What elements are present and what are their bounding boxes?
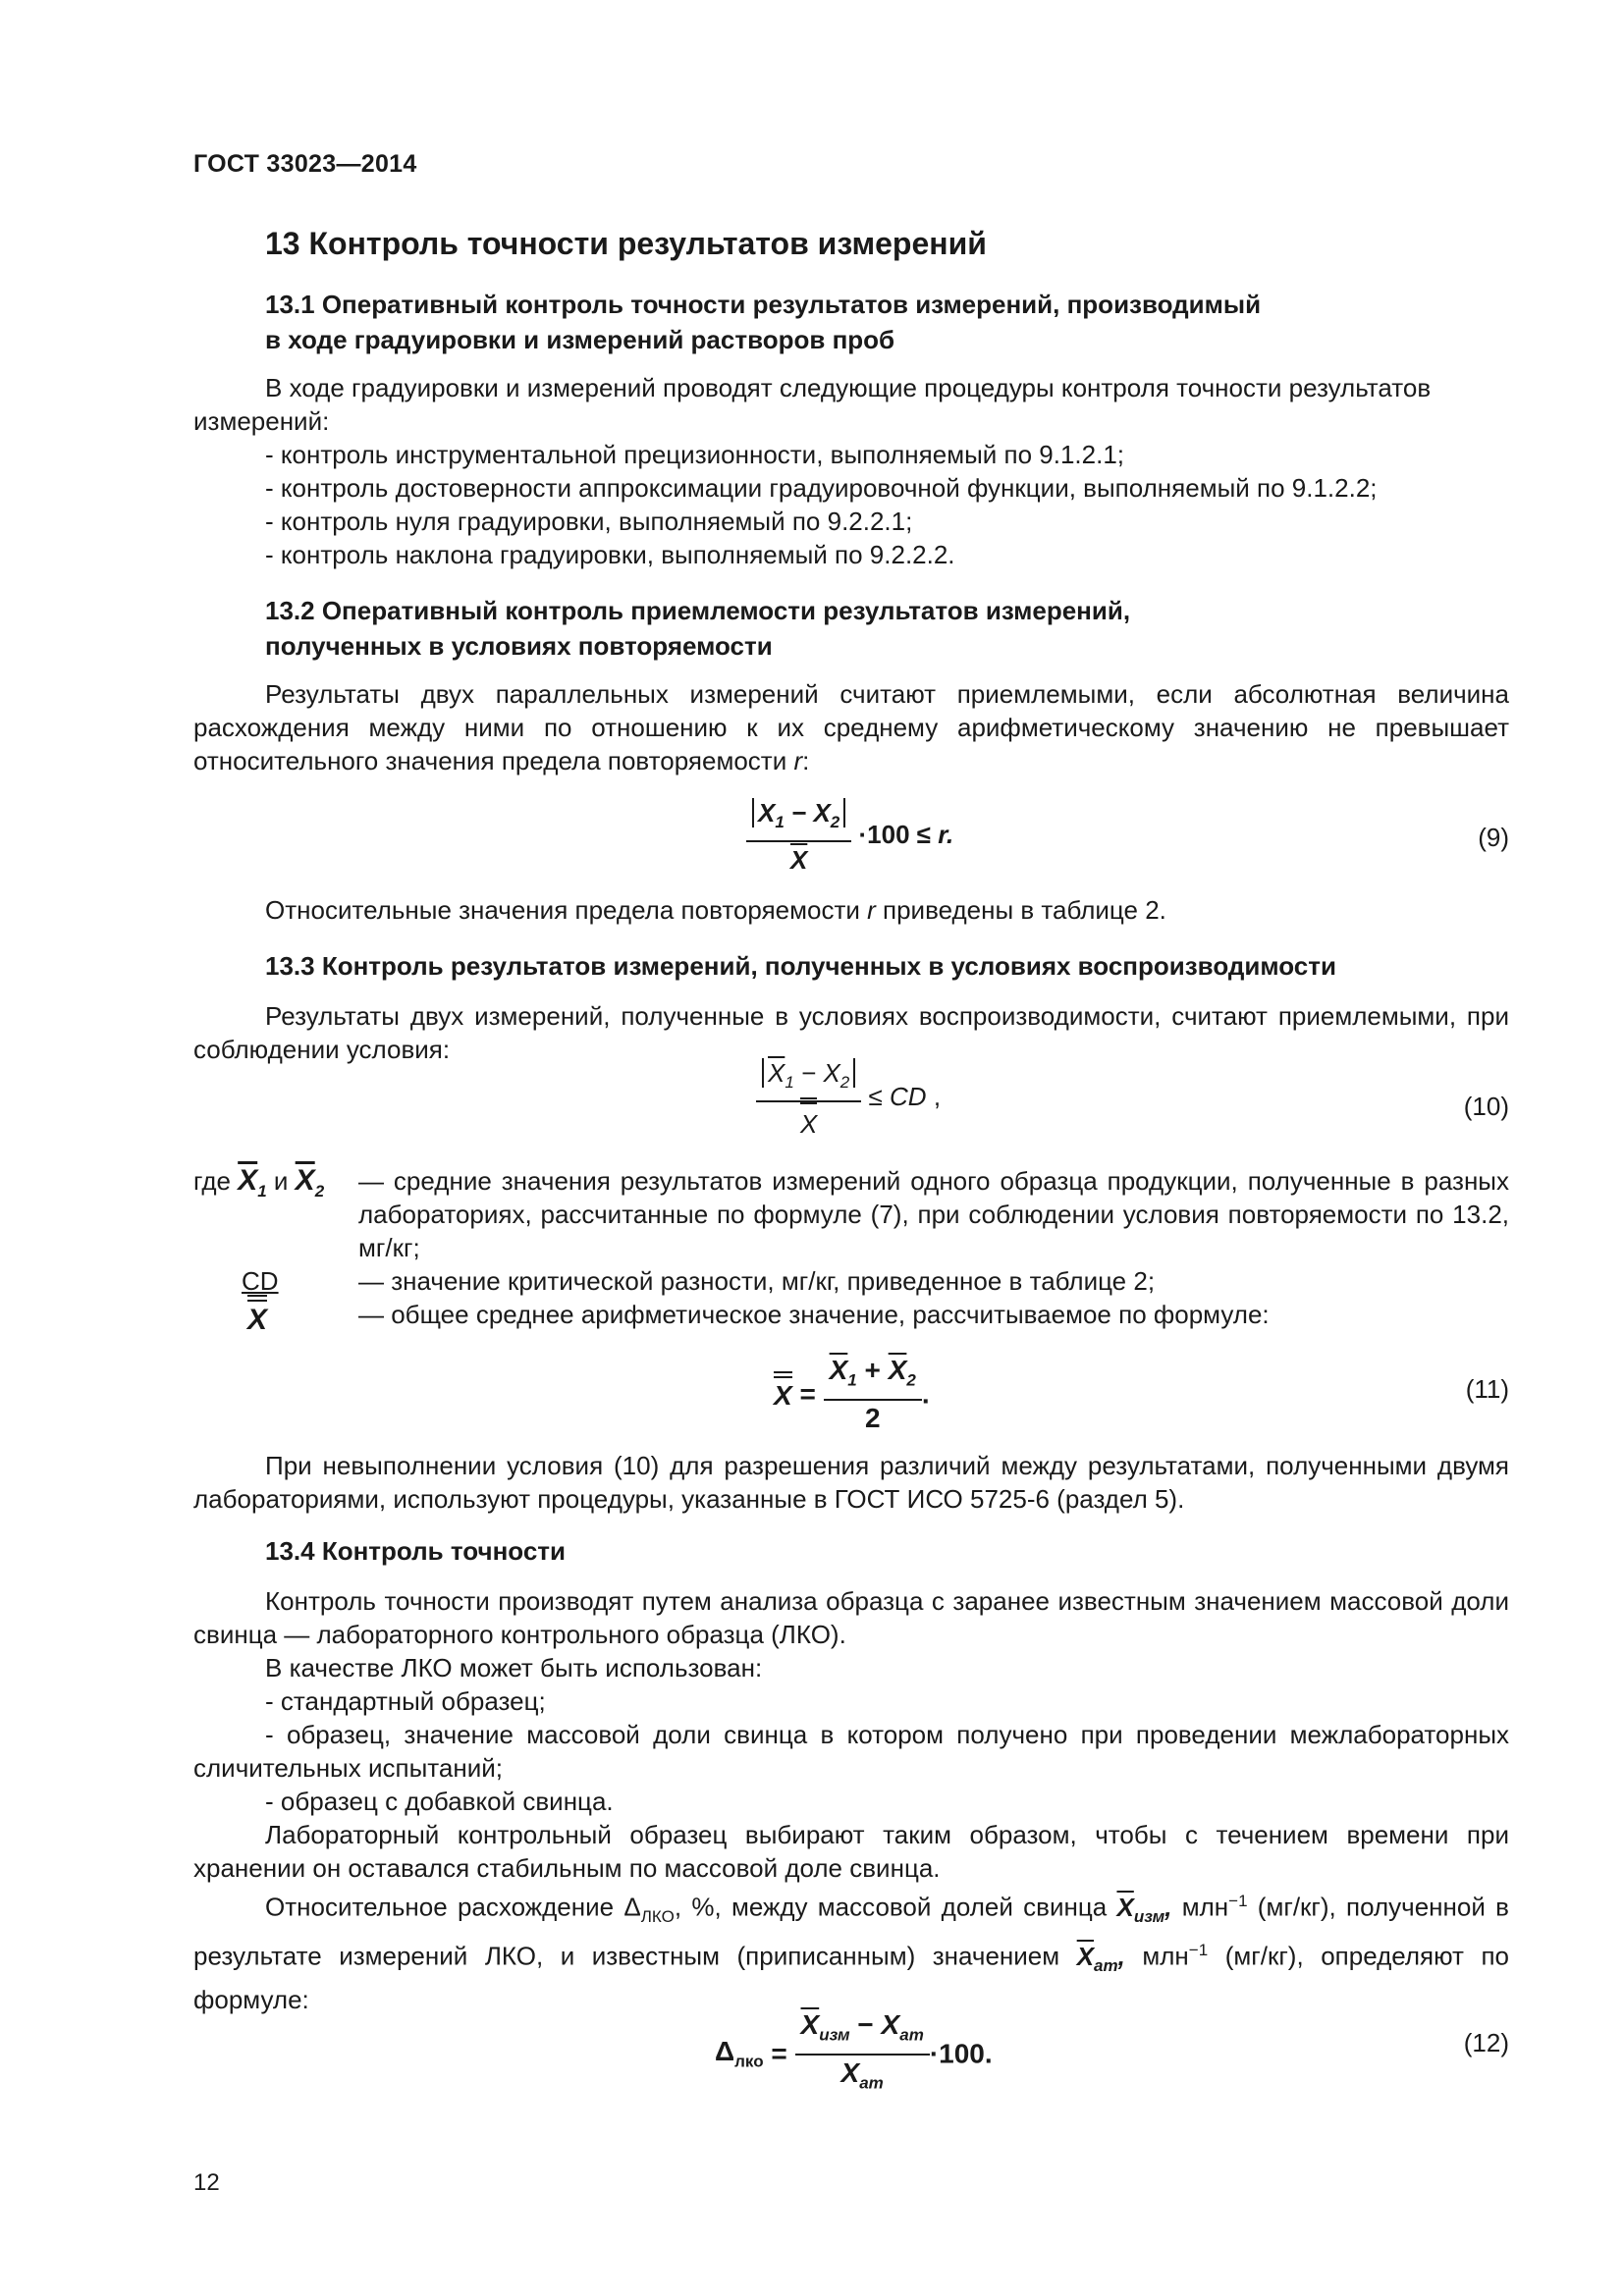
where-symbols: где $\overline{X}_1$ и $\overline{X}_2$ [193,1164,325,1201]
subsection-13-1-intro: В ходе градуировки и измерений проводят следующие процедуры контроля точности результатов измерений: [193,373,1432,436]
equation-number-12: (12) [1463,2028,1509,2057]
subsection-13-2-title: 13.2 Оперативный контроль приемлемости результатов измерений, полученных в условиях повторяемости [265,596,1131,661]
formula-10: $\frac{\overline{X}_1 - X_2}{X}$ ≤ CD , [756,1055,941,1142]
subsection-13-3-title: 13.3 Контроль результатов измерений, полученных в условиях воспроизводимости [265,951,1336,981]
formula-9: $\frac{X_1 - X_2}{X}$ ·100 ≤ r. [746,795,953,878]
subsection-13-3-after: При невыполнении условия (10) для разрешения различий между результатами, полученными двумя лабораториями, используют процедуры, указанные в ГОСТ ИСО 5725-6 (раздел 5). [193,1451,1509,1514]
definition-grand-mean: — общее среднее арифметическое значение, рассчитываемое по формуле: [358,1300,1270,1329]
standard-header: ГОСТ 33023—2014 [193,150,417,178]
subsection-13-3-paragraph: Результаты двух измерений, полученные в условиях воспроизводимости, считают приемлемыми, при соблюдении условия: [193,1001,1509,1064]
definition-cd: — значение критической разности, мг/кг, приведенное в таблице 2; [358,1266,1156,1296]
subsection-13-1-title: 13.1 Оперативный контроль точности результатов измерений, производимый в ходе градуировки и измерений растворов проб [265,290,1262,354]
subsection-13-4-p1: Контроль точности производят путем анализа образца с заранее известным значением массовой доли свинца — лабораторного контрольного образца (ЛКО). [193,1586,1509,1649]
list-item: - контроль наклона градуировки, выполняемый по 9.2.2.2. [265,540,955,569]
list-item: - контроль нуля градуировки, выполняемый по 9.2.2.1; [265,507,913,536]
list-item: - образец с добавкой свинца. [265,1787,614,1816]
formula-11: X = $\frac{\overline{X}_1 + \overline{X}_2}{2}$ . [774,1355,930,1433]
list-item: - контроль достоверности аппроксимации градуировочной функции, выполняемый по 9.1.2.2; [265,473,1378,503]
equation-number-11: (11) [1465,1374,1509,1404]
cd-symbol: CD [242,1266,279,1296]
subsection-13-4-title: 13.4 Контроль точности [265,1536,566,1566]
grand-mean-symbol: X [247,1300,267,1337]
repeatability-note: Относительные значения предела повторяемости r приведены в таблице 2. [265,895,1166,925]
list-item: - контроль инструментальной прецизионности, выполняемый по 9.1.2.1; [265,440,1124,469]
equation-number-9: (9) [1478,823,1509,852]
subsection-13-4-p2: В качестве ЛКО может быть использован: [265,1653,763,1682]
formula-12: $\Delta_{лко}$ = $\frac{\overline{X}_{изм} - X_{ат}}{X_{ат}}$ ·100. [715,2009,993,2093]
subsection-13-4-p4: Относительное расхождение $\Delta_{ЛКО}$, %, между массовой долей свинца $\overline{X}_{изм}$, млн$^{-1}$ (мг/кг), полученной в результате измерений ЛКО, и известным (приписанным) значением $\overline{X}_{ат}$, млн$^{-1}$ (мг/кг), определяют по формуле: [193,1892,1510,2014]
subsection-13-2-paragraph: Результаты двух параллельных измерений считают приемлемыми, если абсолютная величина расхождения между ними по отношению к их среднему арифметическому значению не превышает относительного значения предела повторяемости r: [193,679,1509,775]
list-item: - стандартный образец; [265,1686,546,1716]
subsection-13-4-p3: Лабораторный контрольный образец выбирают таким образом, чтобы с течением времени при хранении он оставался стабильным по массовой доле свинца. [193,1820,1509,1883]
list-item: - образец, значение массовой доли свинца в котором получено при проведении межлабораторных сличительных испытаний; [193,1720,1509,1783]
definition-mean-values: — средние значения результатов измерений одного образца продукции, полученные в разных лабораториях, рассчитанные по формуле (7), при соблюдении условия повторяемости по 13.2, мг/кг; [358,1166,1509,1262]
page-number: 12 [193,2169,220,2196]
section-title: 13 Контроль точности результатов измерений [265,226,987,261]
equation-number-10: (10) [1463,1092,1509,1121]
